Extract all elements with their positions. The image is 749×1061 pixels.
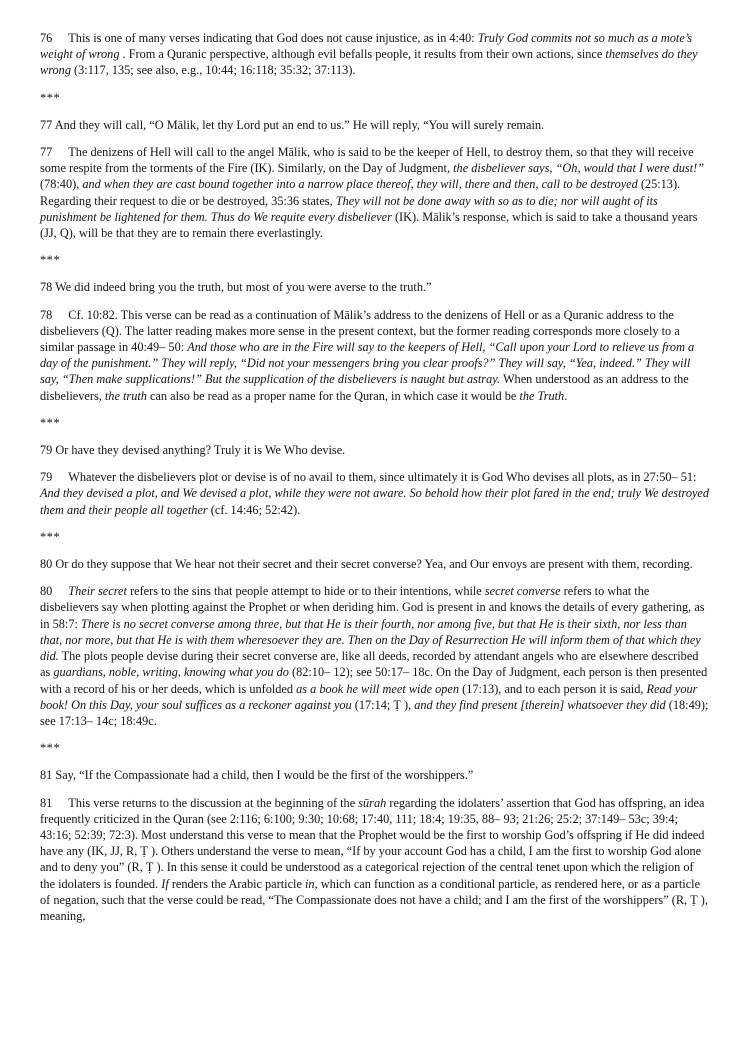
page-body	[40, 30, 710, 924]
quran-quote: There is no secret converse among three, but that He is their fourth, nor among five, but that He is their sixth, nor less than that, nor more, but that He is with them wheresoever they are. Then on the Day of Resurrection He will inform them of that which they did.	[40, 616, 701, 664]
section-separator: ***	[40, 90, 61, 105]
quran-quote: as a book he will meet wide open	[296, 681, 460, 696]
quran-quote: Read your book! On this Day, your soul suffices as a reckoner against you	[40, 681, 698, 712]
verse-paragraph-79: 79 Or have they devised anything? Truly it is We Who devise.	[40, 443, 346, 458]
section-separator: ***	[40, 415, 61, 430]
verse-number-79: 79	[40, 470, 53, 485]
verse-paragraph-81: 81 Say, “If the Compassionate had a child, then I would be the first of the worshippers.”	[40, 768, 474, 783]
quran-quote: the Truth	[519, 388, 565, 403]
arabic-term: sūrah	[358, 795, 387, 810]
quran-term: secret converse	[484, 584, 561, 599]
quran-term: If	[161, 876, 169, 891]
section-separator: ***	[40, 741, 61, 756]
verse-number-76: 76	[40, 31, 53, 45]
commentary-paragraph-81: 81 This verse returns to the discussion at the beginning of the sūrah regarding the idolaters’ assertion that God has offspring, an idea frequently criticized in the Quran (see 2:116; 6:100; 9:30; 10:68; 17:40, 111; 18:4; 19:35, 88– 93; 21:26; 25:2; 37:149– 53c; 39:4; 43:16; 52:39; 72:3). Most understand this verse to mean that the Prophet would be the first to worship God’s offspring if He did indeed have any (IK, JJ, R, Ṭ ). Others understand the verse to mean, “If by your account God has a child, I am the first to worship God alone and to deny you” (R, Ṭ ). In this sense it could be understood as a categorical rejection of the central tenet upon which the religion of the idolaters is founded. If renders the Arabic particle in, which can function as a conditional particle, as rendered here, or as a particle of negation, such that the verse could be read, “The Compassionate does not have a child; and I am the first of the worshippers” (R, Ṭ ), meaning,	[40, 795, 708, 923]
verse-paragraph-78: 78 We did indeed bring you the truth, but most of you were averse to the truth.”	[40, 280, 432, 295]
quran-term: Their secret	[68, 584, 127, 599]
verse-number-78: 78	[40, 307, 53, 322]
verse-number-77: 77	[40, 145, 53, 160]
commentary-paragraph-78: 78 Cf. 10:82. This verse can be read as a continuation of Mālik’s address to the denizens of Hell or as a Quranic address to the disbelievers (Q). The latter reading makes more sense in the present context, but the former reading corresponds more closely to a similar passage in 40:49– 50: And those who are in the Fire will say to the keepers of Hell, “Call upon your Lord to relieve us from a day of the punishment.” They will reply, “Did not your messengers bring you clear proofs?” They will say, “Yea, indeed.” They will say, “Then make supplications!” But the supplication of the disbelievers is naught but astray. When understood as an address to the disbelievers, the truth can also be read as a proper name for the Quran, in which case it would be the Truth.	[40, 307, 695, 403]
quran-quote: and they find present [therein] whatsoever they did	[414, 697, 666, 712]
quran-quote: themselves do they wrong	[40, 47, 698, 78]
quran-quote: They will not be done away with so as to die; nor will aught of its punishment be lightened for them. Thus do We requite every disbeliever	[40, 193, 658, 224]
quran-quote: and when they are cast bound together into a narrow place thereof, they will, there and then, call to be destroyed	[82, 177, 638, 192]
section-separator: ***	[40, 253, 61, 268]
verse-paragraph-77: 77 And they will call, “O Mālik, let thy Lord put an end to us.” He will reply, “You will surely remain.	[40, 117, 545, 132]
commentary-paragraph-76: 76 This is one of many verses indicating that God does not cause injustice, as in 4:40: Truly God commits not so much as a mote’s weight of wrong . From a Quranic perspective, although evil befalls people, it results from their own actions, since themselves do they wrong (3:117, 135; see also, e.g., 10:44; 16:118; 35:32; 37:113).	[40, 31, 698, 78]
verse-number-80: 80	[40, 584, 53, 599]
quran-quote: Truly God commits not so much as a mote’s weight of wrong	[40, 31, 693, 62]
verse-paragraph-80: 80 Or do they suppose that We hear not their secret and their secret converse? Yea, and Our envoys are present with them, recording.	[40, 557, 693, 572]
commentary-paragraph-79: 79 Whatever the disbelievers plot or devise is of no avail to them, since ultimately it is God Who devises all plots, as in 27:50– 51: And they devised a plot, and We devised a plot, while they were not aware. So behold how their plot fared in the end; truly We destroyed them and their people all together (cf. 14:46; 52:42).	[40, 470, 710, 517]
quran-quote: And those who are in the Fire will say to the keepers of Hell, “Call upon your Lord to relieve us from a day of the punishment.” They will reply, “Did not your messengers bring you clear proofs?” They will say, “Yea, indeed.” They will say, “Then make supplications!” But the supplication of the disbelievers is naught but astray.	[40, 340, 695, 387]
quran-quote: the disbeliever says, “Oh, would that I were dust!”	[453, 161, 705, 176]
verse-number-81: 81	[40, 795, 53, 810]
quran-quote: the truth	[104, 388, 147, 403]
section-separator: ***	[40, 529, 61, 544]
commentary-paragraph-80: 80 Their secret refers to the sins that people attempt to hide or to their intentions, while secret converse refers to what the disbelievers say when plotting against the Prophet or when deriding him. God is present in and knows the details of every gathering, as in 58:7: There is no secret converse among three, but that He is their fourth, nor among five, but that He is their sixth, nor less than that, nor more, but that He is with them wheresoever they are. Then on the Day of Resurrection He will inform them of that which they did. The plots people devise during their secret converse are, like all deeds, recorded by attendant angels who are elsewhere described as guardians, noble, writing, knowing what you do (82:10– 12); see 50:17– 18c. On the Day of Judgment, each person is then presented with a record of his or her deeds, which is unfolded as a book he will meet wide open (17:13), and to each person it is said, Read your book! On this Day, your soul suffices as a reckoner against you (17:14; Ṭ ), and they find present [therein] whatsoever they did (18:49); see 17:13– 14c; 18:49c.	[40, 584, 709, 728]
commentary-paragraph-77: 77 The denizens of Hell will call to the angel Mālik, who is said to be the keeper of Hell, to destroy them, so that they will receive some respite from the torments of the Fire (IK). Similarly, on the Day of Judgment, the disbeliever says, “Oh, would that I were dust!” (78:40), and when they are cast bound together into a narrow place thereof, they will, there and then, call to be destroyed (25:13). Regarding their request to die or be destroyed, 35:36 states, They will not be done away with so as to die; nor will aught of its punishment be lightened for them. Thus do We requite every disbeliever (IK). Mālik’s response, which is said to take a thousand years (JJ, Q), will be that they are to remain there everlastingly.	[40, 145, 705, 241]
quran-quote: guardians, noble, writing, knowing what you do	[53, 665, 289, 680]
arabic-term: in	[304, 876, 315, 891]
quran-quote: And they devised a plot, and We devised a plot, while they were not aware. So behold how their plot fared in the end; truly We destroyed them and their people all together	[40, 486, 710, 517]
